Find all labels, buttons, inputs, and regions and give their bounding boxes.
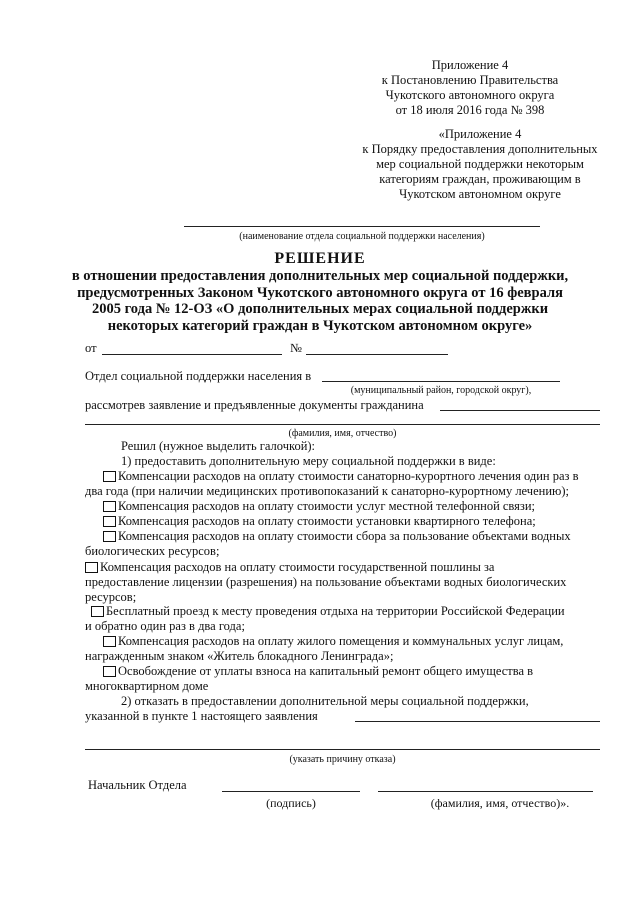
from-label: от	[85, 341, 97, 355]
option-phone-install	[85, 514, 536, 529]
appendix-header-line: Приложение 4	[431, 58, 509, 72]
number-label: №	[290, 341, 302, 355]
subtitle-line: некоторых категорий граждан в Чукотском автономном округе»	[107, 317, 533, 334]
appendix-sub-line: мер социальной поддержки некоторым	[376, 157, 584, 171]
option-free-travel	[85, 604, 565, 634]
option-text: ресурсов;	[85, 590, 137, 604]
option-sanatorium	[85, 469, 578, 499]
citizen-name-field-b[interactable]	[85, 424, 600, 425]
appendix-sub-line: Чукотском автономном округе	[399, 187, 561, 201]
appendix-sub-line: к Порядку предоставления дополнительных	[362, 142, 598, 156]
option-text: Освобождение от уплаты взноса на капитальный ремонт общего имущества в	[118, 664, 534, 678]
appendix-sub-line: категориям граждан, проживающим в	[379, 172, 581, 186]
reason-caption: (указать причину отказа)	[289, 754, 396, 765]
appendix-sub-line: «Приложение 4	[438, 127, 522, 141]
fio-caption: (фамилия, имя, отчество)	[288, 428, 397, 439]
name-caption: (фамилия, имя, отчество)».	[430, 796, 570, 810]
option-state-duty	[85, 560, 566, 605]
subtitle-line: предусмотренных Законом Чукотского автономного округа от 16 февраля	[77, 284, 563, 301]
checkbox[interactable]	[85, 562, 98, 573]
number-field[interactable]	[306, 354, 448, 355]
date-field[interactable]	[102, 354, 282, 355]
option-text: Компенсации расходов на оплату стоимости санаторно-курортного лечения один раз в	[118, 469, 579, 483]
citizen-name-field-a[interactable]	[440, 410, 600, 411]
dept-line-label: Отдел социальной поддержки населения в	[85, 369, 312, 383]
option-text: Компенсация расходов на оплату стоимости установки квартирного телефона;	[118, 514, 536, 528]
decided-label: Решил (нужное выделить галочкой):	[121, 439, 316, 453]
option-text: биологических ресурсов;	[85, 544, 220, 558]
option-text: многоквартирном доме	[85, 679, 209, 693]
option-water-resources-fee	[85, 529, 571, 559]
considered-label: рассмотрев заявление и предъявленные документы гражданина	[85, 398, 424, 412]
checkbox[interactable]	[103, 471, 116, 482]
dept-caption: (наименование отдела социальной поддержки населения)	[239, 231, 485, 242]
checkbox[interactable]	[103, 531, 116, 542]
checkbox[interactable]	[103, 666, 116, 677]
option-text: два года (при наличии медицинских противопоказаний к санаторно-курортному лечению);	[85, 484, 569, 498]
district-caption: (муниципальный район, городской округ),	[350, 385, 532, 396]
decision-subtitle	[0, 268, 640, 334]
appendix-header	[360, 58, 580, 118]
checkbox[interactable]	[91, 606, 104, 617]
appendix-header-line: к Постановлению Правительства	[381, 73, 559, 87]
option-housing-blockade	[85, 634, 563, 664]
chief-label: Начальник Отдела	[88, 778, 187, 792]
signature-field[interactable]	[222, 791, 360, 792]
option-text: Компенсация расходов на оплату стоимости услуг местной телефонной связи;	[118, 499, 536, 513]
district-field[interactable]	[322, 381, 560, 382]
item-1-label: 1) предоставить дополнительную меру социальной поддержки в виде:	[121, 454, 496, 468]
option-text: предоставление лицензии (разрешения) на пользование объектами водных биологических	[85, 575, 567, 589]
subtitle-line: в отношении предоставления дополнительных мер социальной поддержки,	[71, 268, 569, 284]
option-text: и обратно один раз в два года;	[85, 619, 245, 633]
page-title: РЕШЕНИЕ	[274, 250, 366, 267]
dept-name-line[interactable]	[184, 226, 540, 227]
item-2-label: 2) отказать в предоставлении дополнительной меры социальной поддержки,	[121, 694, 529, 708]
option-local-phone	[85, 499, 535, 514]
option-capital-repair	[85, 664, 533, 694]
signature-caption: (подпись)	[266, 796, 316, 810]
option-text: Компенсация расходов на оплату жилого помещения и коммунальных услуг лицам,	[118, 634, 564, 648]
item-2-label-cont: указанной в пункте 1 настоящего заявления	[85, 709, 318, 723]
subtitle-line: 2005 года № 12-ОЗ «О дополнительных мерах социальной поддержки	[91, 301, 549, 317]
checkbox[interactable]	[103, 501, 116, 512]
appendix-header-line: от 18 июля 2016 года № 398	[395, 103, 545, 117]
option-text: Бесплатный проезд к месту проведения отдыха на территории Российской Федерации	[106, 604, 565, 618]
option-text: Компенсация расходов на оплату стоимости сбора за пользование объектами водных	[118, 529, 571, 543]
appendix-sub	[350, 127, 610, 202]
refusal-field[interactable]	[355, 721, 600, 722]
appendix-header-line: Чукотского автономного округа	[385, 88, 555, 102]
refusal-reason-field[interactable]	[85, 749, 600, 750]
option-text: Компенсация расходов на оплату стоимости государственной пошлины за	[100, 560, 495, 574]
checkbox[interactable]	[103, 516, 116, 527]
chief-name-field[interactable]	[378, 791, 593, 792]
option-text: награжденным знаком «Житель блокадного Ленинграда»;	[85, 649, 394, 663]
checkbox[interactable]	[103, 636, 116, 647]
